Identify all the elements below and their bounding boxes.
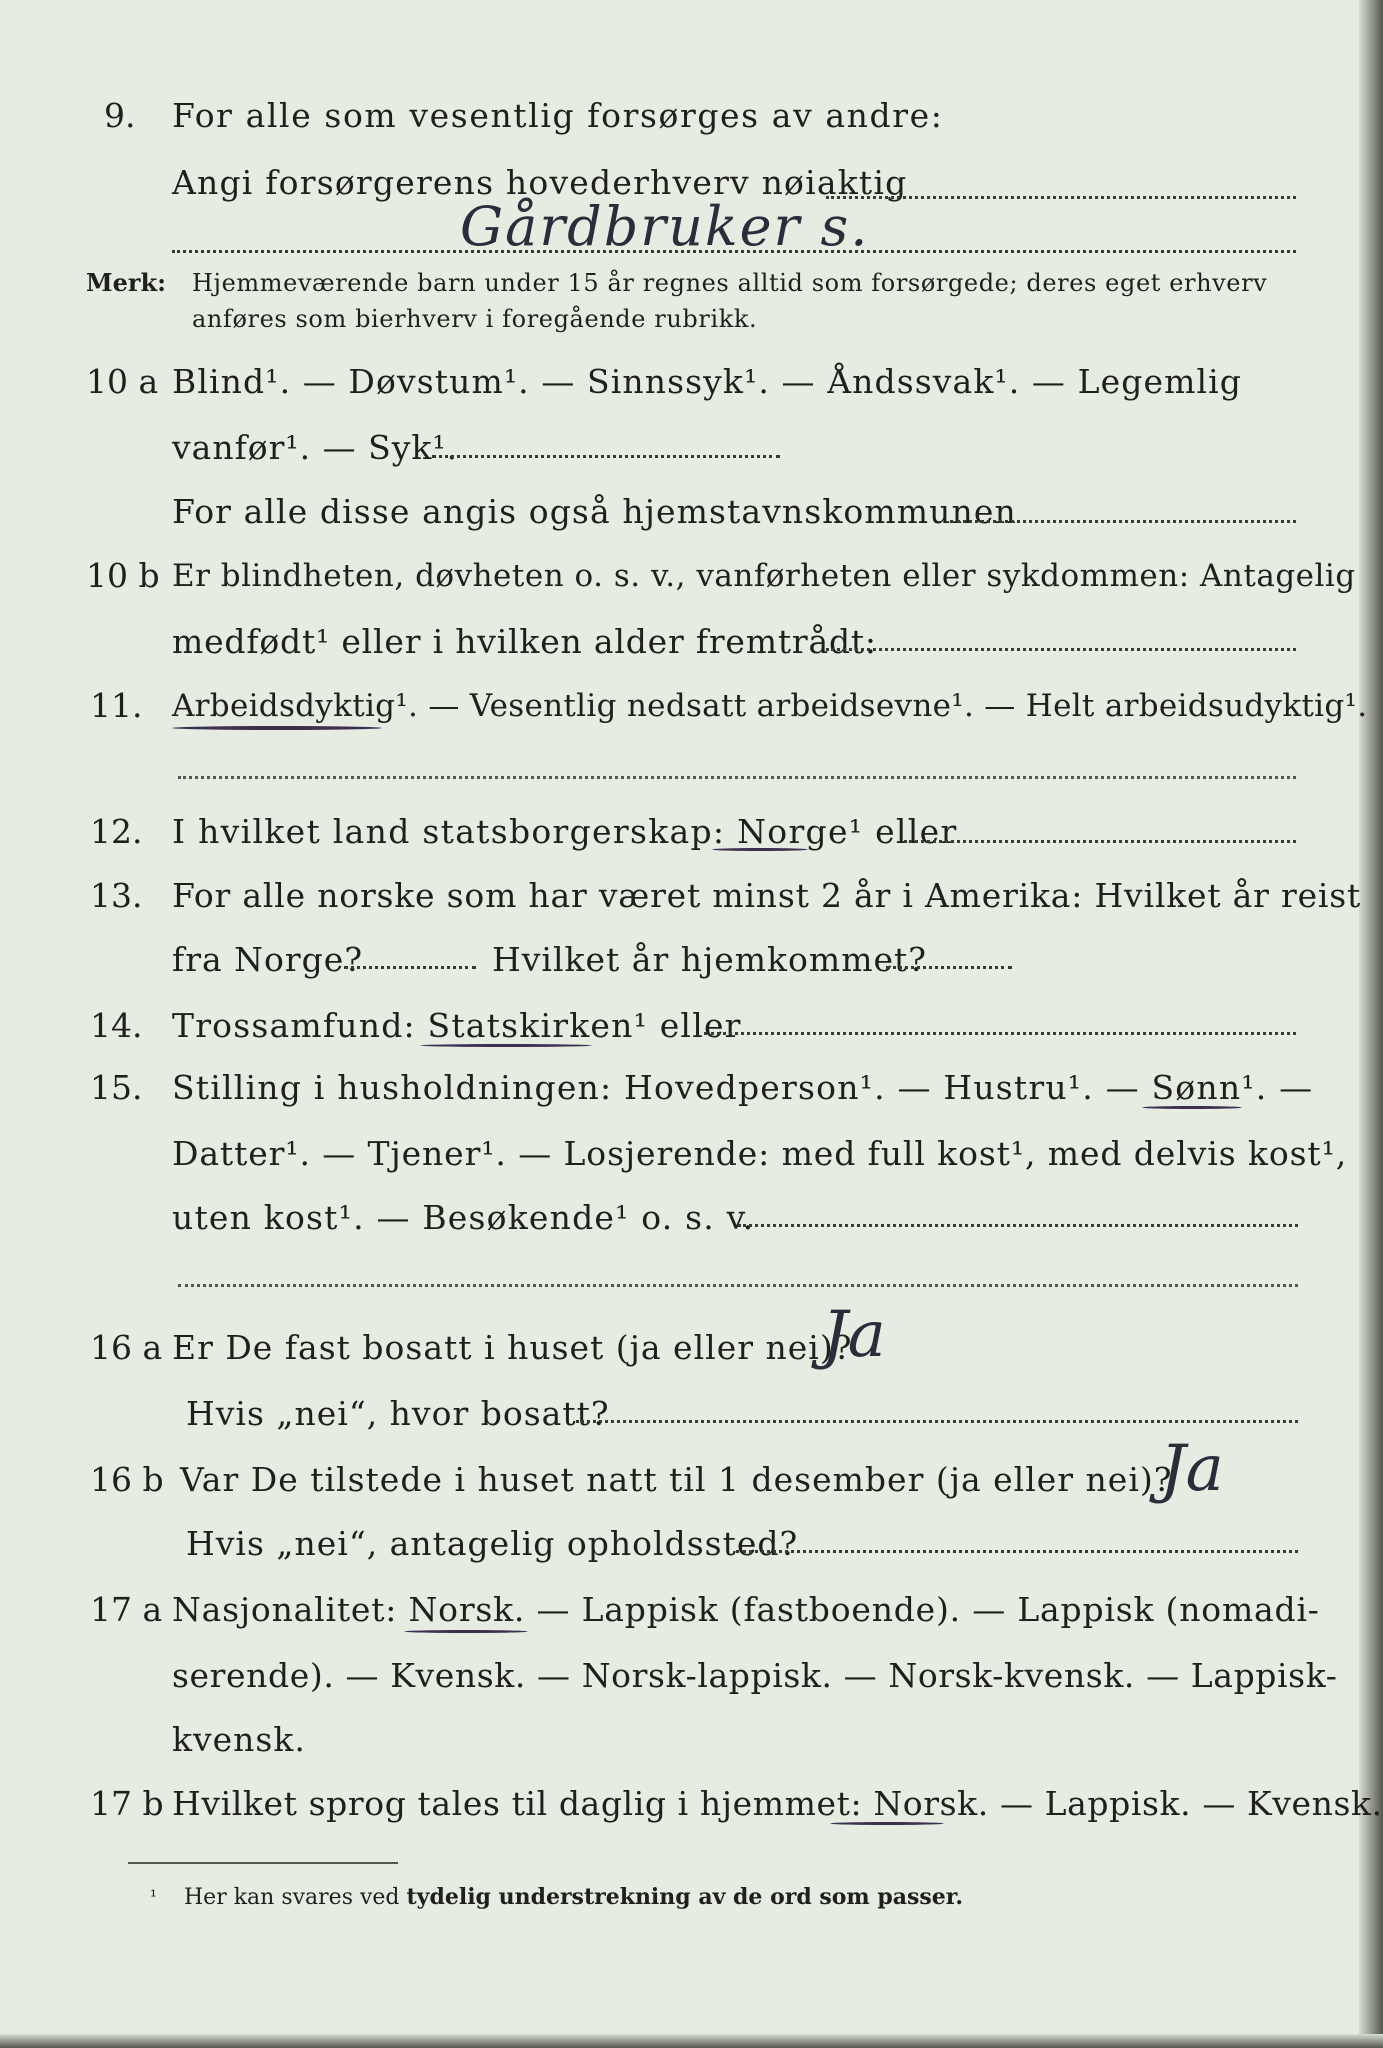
item-11-line1: Arbeidsdyktig¹. — Vesentlig nedsatt arbeidsevne¹. — Helt arbeidsudyktig¹. (172, 688, 1368, 724)
item-13-fill-returned (886, 966, 1012, 969)
item-13-fill-departed (344, 966, 476, 969)
merk-line2: anføres som bierhverv i foregående rubrikk. (192, 305, 758, 333)
item-10a-fill-line1 (432, 455, 780, 458)
item-15-line1: Stilling i husholdningen: Hovedperson¹. — Hustru¹. — Sønn¹. — (172, 1068, 1314, 1107)
item-12-number: 12. (90, 812, 143, 851)
item-17b-line1: Hvilket sprog tales til daglig i hjemmet: Norsk. — Lappisk. — Kvensk. (172, 1784, 1383, 1823)
item-10b-number: 10 b (86, 556, 160, 595)
item-15-number: 15. (90, 1068, 143, 1107)
item-16b-line2: Hvis „nei“, antagelig opholdssted? (186, 1524, 799, 1563)
item-10b-fill-line (826, 648, 1296, 651)
item-16a-fill-line (576, 1420, 1298, 1423)
footnote-mark: ¹ (150, 1887, 157, 1907)
item-10a-number: 10 a (86, 362, 159, 401)
item-13-line2-from-norway: fra Norge? (172, 940, 364, 979)
item-11-number: 11. (90, 686, 143, 725)
item-13-number: 13. (90, 876, 143, 915)
item-17b-handwritten-underline (830, 1822, 944, 1825)
item-15-line2: Datter¹. — Tjener¹. — Losjerende: med full kost¹, med delvis kost¹, (172, 1134, 1348, 1173)
item-13-line1: For alle norske som har været minst 2 år i Amerika: Hvilket år reist (172, 876, 1362, 915)
item-11-fill-line (178, 776, 1296, 779)
item-15-fill-line2 (178, 1284, 1298, 1287)
item-17a-number: 17 a (90, 1590, 163, 1629)
item-12-line1: I hvilket land statsborgerskap: Norge¹ eller (172, 812, 958, 851)
item-17a-line1: Nasjonalitet: Norsk. — Lappisk (fastboende). — Lappisk (nomadi- (172, 1590, 1320, 1629)
item-11-handwritten-underline (172, 726, 382, 730)
item-9-fill-line1 (826, 196, 1296, 199)
item-9-number: 9. (104, 96, 136, 135)
item-9-fill-line2 (172, 250, 1296, 253)
item-10a-line1: Blind¹. — Døvstum¹. — Sinnssyk¹. — Åndssvak¹. — Legemlig (172, 362, 1243, 401)
item-14-line1: Trossamfund: Statskirken¹ eller (172, 1006, 742, 1045)
item-17b-number: 17 b (90, 1784, 164, 1823)
item-16a-line1: Er De fast bosatt i huset (ja eller nei)? (172, 1328, 853, 1367)
item-10a-fill-line2 (950, 520, 1296, 523)
item-10a-line2: vanfør¹. — Syk¹. (172, 428, 459, 467)
item-14-fill-line (704, 1032, 1296, 1035)
merk-label: Merk: (86, 268, 166, 297)
merk-line1: Hjemmeværende barn under 15 år regnes alltid som forsørgede; deres eget erhverv (192, 269, 1268, 297)
footnote-text (184, 1880, 963, 1915)
item-14-handwritten-underline (420, 1044, 592, 1047)
item-12-fill-line (904, 840, 1296, 843)
item-9-line2: Angi forsørgerens hovederhverv nøiaktig (172, 163, 908, 202)
item-15-line3: uten kost¹. — Besøkende¹ o. s. v. (172, 1198, 755, 1237)
item-16b-fill-line (736, 1550, 1298, 1553)
item-16a-line2: Hvis „nei“, hvor bosatt? (186, 1394, 610, 1433)
item-10b-line2: medfødt¹ eller i hvilken alder fremtrådt: (172, 622, 877, 661)
page-edge-right (1359, 0, 1383, 2048)
footnote-rule (128, 1862, 398, 1864)
item-14-number: 14. (90, 1006, 143, 1045)
footnote-text-bold: tydelig understrekning av de ord som passer. (406, 1884, 964, 1910)
item-17a-line2: serende). — Kvensk. — Norsk-lappisk. — Norsk-kvensk. — Lappisk- (172, 1656, 1338, 1695)
item-13-line2-returned: Hvilket år hjemkommet? (492, 940, 927, 979)
item-16b-answer-handwritten: Ja (1160, 1432, 1224, 1506)
item-10a-line3: For alle disse angis også hjemstavnskommunen (172, 492, 1017, 531)
item-16a-number: 16 a (90, 1328, 163, 1367)
item-17a-handwritten-underline (404, 1630, 528, 1633)
item-17a-line3: kvensk. (172, 1720, 306, 1759)
footnote-text-plain: Her kan svares ved (184, 1885, 400, 1910)
page-edge-bottom (0, 2034, 1383, 2048)
item-15-handwritten-underline (1142, 1106, 1242, 1109)
item-10b-line1: Er blindheten, døvheten o. s. v., vanførheten eller sykdommen: Antagelig (172, 558, 1356, 594)
item-16b-number: 16 b (90, 1460, 164, 1499)
item-16b-line1: Var De tilstede i huset natt til 1 desember (ja eller nei)? (180, 1460, 1173, 1499)
item-9-line1: For alle som vesentlig forsørges av andre: (172, 96, 944, 135)
item-12-handwritten-underline (712, 848, 808, 851)
item-9-answer-handwritten: Gårdbruker s. (460, 195, 870, 258)
item-16a-answer-handwritten: Ja (822, 1298, 886, 1372)
item-15-fill-line1 (738, 1224, 1298, 1227)
